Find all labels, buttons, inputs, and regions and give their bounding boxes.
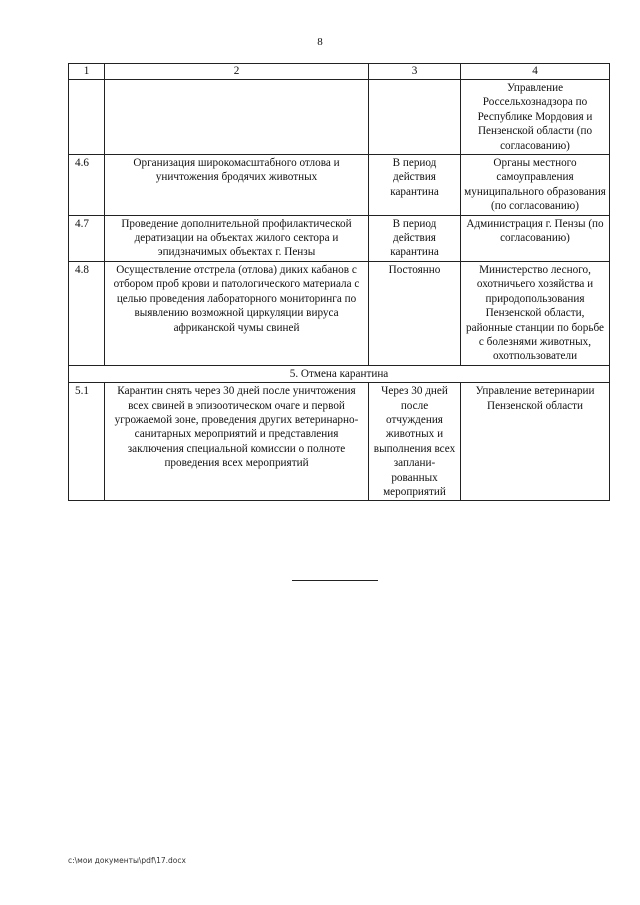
row-action: Проведение дополнительной профилактической дератизации на объектах жилого сектора и эпидзначимых объектах г. Пензы [105, 215, 369, 261]
row-term [369, 80, 461, 155]
row-number: 4.8 [69, 261, 105, 365]
row-term: Через 30 дней после отчуждения животных и выполнения всех заплани-рованных мероприятий [369, 383, 461, 501]
table-row [69, 155, 610, 216]
row-number: 4.6 [69, 155, 105, 216]
row-action: Осуществление отстрела (отлова) диких кабанов с отбором проб крови и патологического материала с целью проведения лабораторного мониторинга по выявлению возможной циркуляции вируса африканской чумы свиней [105, 261, 369, 365]
row-responsible: Управление Россельхознадзора по Республике Мордовия и Пензенской области (по согласованию) [461, 80, 610, 155]
closing-rule [292, 580, 378, 581]
section-5-title: 5. Отмена карантина [69, 365, 610, 382]
row-responsible: Министерство лесного, охотничьего хозяйства и природопользования Пензенской области, районные станции по борьбе с болезнями животных, охотпользователи [461, 261, 610, 365]
table-row [69, 261, 610, 365]
row-number [69, 80, 105, 155]
page-number: 8 [317, 36, 323, 48]
table-header-row [69, 64, 610, 80]
header-col-1: 1 [69, 64, 105, 80]
row-action: Организация широкомасштабного отлова и уничтожения бродячих животных [105, 155, 369, 216]
header-col-4: 4 [461, 64, 610, 80]
row-term: Постоянно [369, 261, 461, 365]
section-header-row [69, 365, 610, 382]
table-row [69, 383, 610, 501]
measures-table [68, 63, 610, 501]
header-col-3: 3 [369, 64, 461, 80]
row-responsible: Администрация г. Пензы (по согласованию) [461, 215, 610, 261]
row-term: В период действия карантина [369, 155, 461, 216]
row-action [105, 80, 369, 155]
header-col-2: 2 [105, 64, 369, 80]
footer-file-path: c:\мои документы\pdf\17.docx [68, 856, 186, 865]
row-responsible: Управление ветеринарии Пензенской области [461, 383, 610, 501]
row-responsible: Органы местного самоуправления муниципального образования (по согласованию) [461, 155, 610, 216]
row-action: Карантин снять через 30 дней после уничтожения всех свиней в эпизоотическом очаге и первой угрожаемой зоне, проведения других ветеринарно-санитарных мероприятий и представления заключения специальной комиссии о полноте проведения всех мероприятий [105, 383, 369, 501]
row-number: 5.1 [69, 383, 105, 501]
table-row [69, 80, 610, 155]
row-term: В период действия карантина [369, 215, 461, 261]
table-row [69, 215, 610, 261]
row-number: 4.7 [69, 215, 105, 261]
